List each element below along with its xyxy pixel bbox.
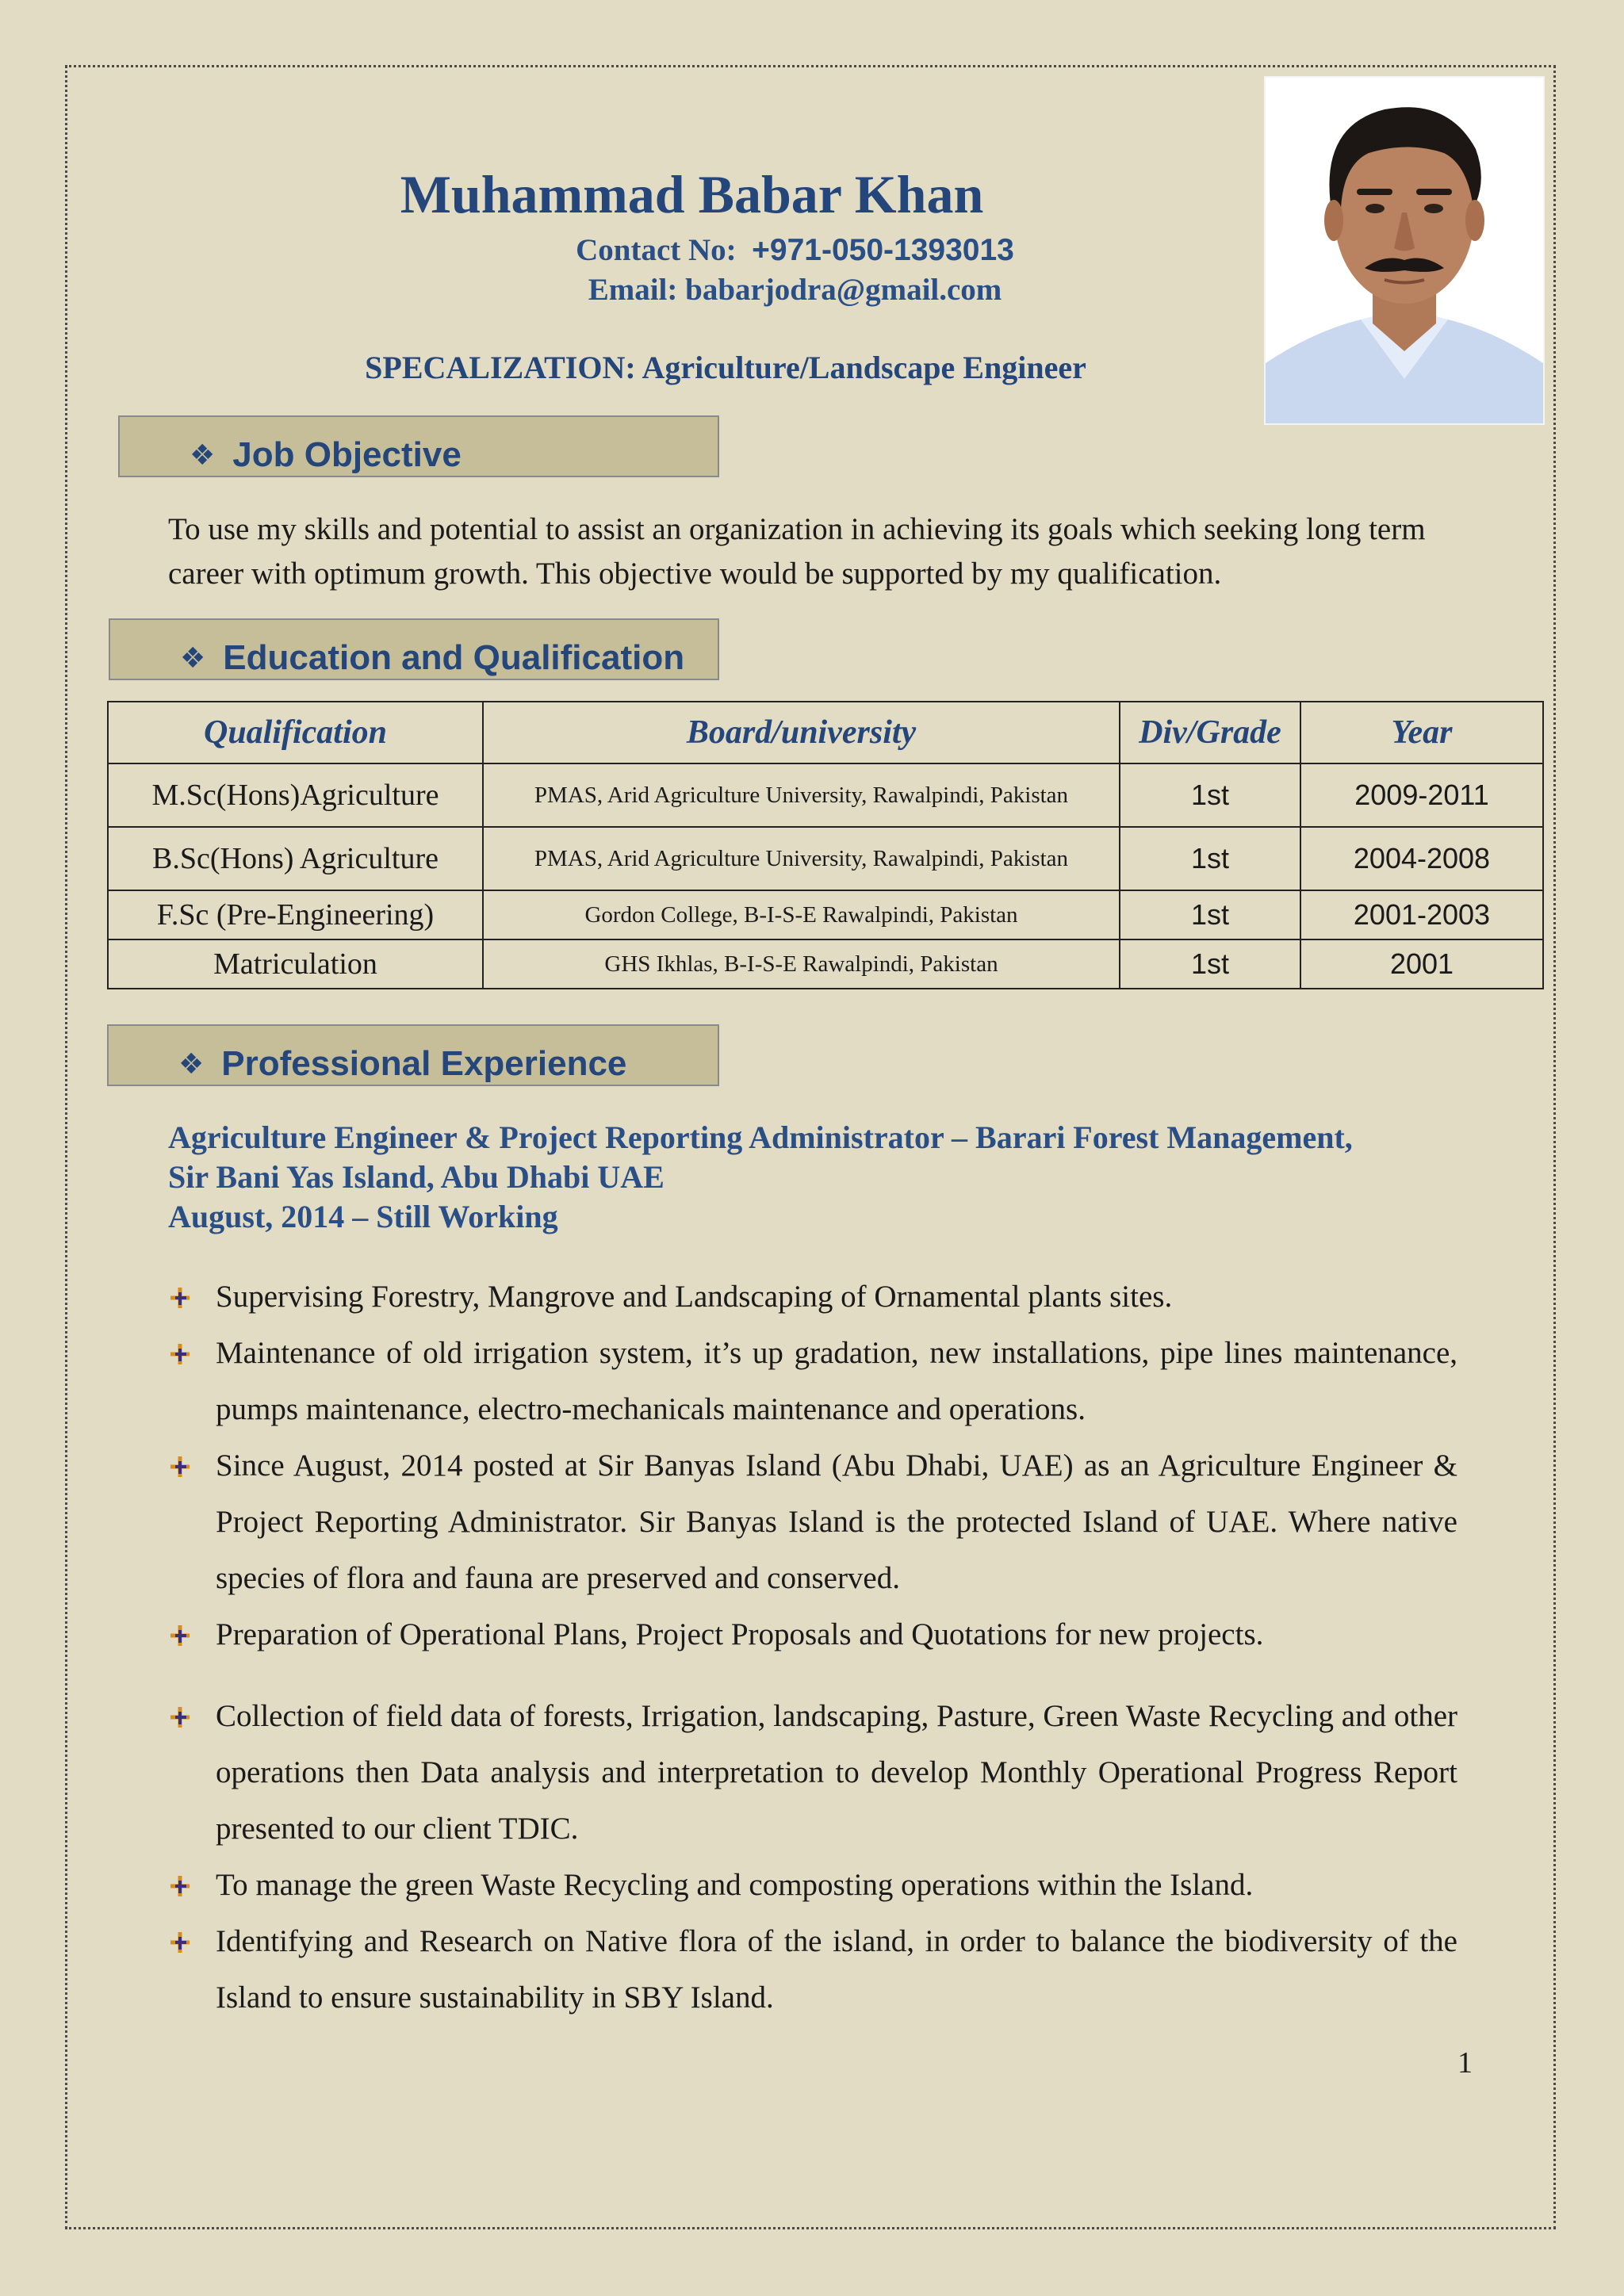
job-location: Sir Bani Yas Island, Abu Dhabi UAE [168,1159,665,1195]
year-cell: 2004-2008 [1300,827,1543,890]
section-title: Job Objective [232,435,462,474]
arrow-bullet-icon [168,1455,192,1479]
list-item: To manage the green Waste Recycling and composting operations within the Island. [168,1857,1457,1913]
contact-value: +971-050-1393013 [752,233,1014,267]
arrow-bullet-icon [168,1342,192,1366]
arrow-bullet-icon [168,1874,192,1898]
section-job-objective [118,415,719,477]
section-title: Education and Qualification [223,638,685,677]
job-title: Agriculture Engineer & Project Reporting Administrator – Barari Forest Management, [168,1119,1353,1155]
column-header: Year [1300,702,1543,763]
list-item: Identifying and Research on Native flora of the island, in order to balance the biodiversity of the Island to ensure sustainability in SBY Island. [168,1913,1457,2026]
section-title: Professional Experience [221,1044,627,1083]
year-cell: 2001 [1300,939,1543,989]
board-cell: Gordon College, B-I-S-E Rawalpindi, Pakistan [483,890,1120,939]
job-heading [168,1118,1516,1237]
contact-label: Contact No: [576,233,737,267]
board-cell: PMAS, Arid Agriculture University, Rawalpindi, Pakistan [483,763,1120,827]
arrow-bullet-icon [168,1624,192,1647]
candidate-name: Muhammad Babar Khan [400,164,984,224]
board-cell: PMAS, Arid Agriculture University, Rawalpindi, Pakistan [483,827,1120,890]
job-period: August, 2014 – Still Working [168,1199,558,1234]
arrow-bullet-icon [168,1286,192,1310]
grade-cell: 1st [1120,827,1300,890]
qualification-cell: Matriculation [108,939,483,989]
grade-cell: 1st [1120,890,1300,939]
section-experience [107,1024,719,1086]
specialization: SPECALIZATION: Agriculture/Landscape Engineer [365,350,1086,385]
section-education [109,618,719,680]
qualification-cell: B.Sc(Hons) Agriculture [108,827,483,890]
diamond-bullet-icon: ❖ [180,641,206,674]
board-cell: GHS Ikhlas, B-I-S-E Rawalpindi, Pakistan [483,939,1120,989]
year-cell: 2001-2003 [1300,890,1543,939]
grade-cell: 1st [1120,939,1300,989]
objective-text: To use my skills and potential to assist an organization in achieving its goals which seeking long term career with optimum growth. This objective would be supported by my qualification. [168,512,1426,591]
contact-number [341,232,1249,270]
profile-photo [1264,76,1545,425]
arrow-bullet-icon [168,1931,192,1954]
table-header-row [108,702,1543,763]
email [341,271,1249,309]
column-header: Div/Grade [1120,702,1300,763]
list-item: Since August, 2014 posted at Sir Banyas Island (Abu Dhabi, UAE) as an Agriculture Engineer & Project Reporting Administrator. Sir Banyas Island is the protected Island of UAE. Where native species of flora and fauna are preserved and conserved. [168,1437,1457,1606]
table-row [108,827,1543,890]
qualification-cell: F.Sc (Pre-Engineering) [108,890,483,939]
list-item: Preparation of Operational Plans, Project Proposals and Quotations for new projects. [168,1606,1457,1663]
arrow-bullet-icon [168,1705,192,1729]
duties-list [168,1269,1457,2026]
table-row [108,890,1543,939]
year-cell: 2009-2011 [1300,763,1543,827]
list-item: Collection of field data of forests, Irrigation, landscaping, Pasture, Green Waste Recycling and other operations then Data analysis and interpretation to develop Monthly Operational Progress Report presented to our client TDIC. [168,1688,1457,1857]
diamond-bullet-icon: ❖ [178,1047,205,1080]
column-header: Board/university [483,702,1120,763]
list-item: Maintenance of old irrigation system, it’s up gradation, new installations, pipe lines maintenance, pumps maintenance, electro-mechanicals maintenance and operations. [168,1325,1457,1437]
table-row [108,763,1543,827]
qualification-cell: M.Sc(Hons)Agriculture [108,763,483,827]
list-item: Supervising Forestry, Mangrove and Landscaping of Ornamental plants sites. [168,1269,1457,1325]
email-value[interactable]: babarjodra@gmail.com [685,273,1002,307]
education-table [107,701,1544,989]
diamond-bullet-icon: ❖ [190,438,216,471]
table-row [108,939,1543,989]
page-number: 1 [1457,2046,1473,2080]
column-header: Qualification [108,702,483,763]
grade-cell: 1st [1120,763,1300,827]
email-label: Email: [588,273,678,307]
